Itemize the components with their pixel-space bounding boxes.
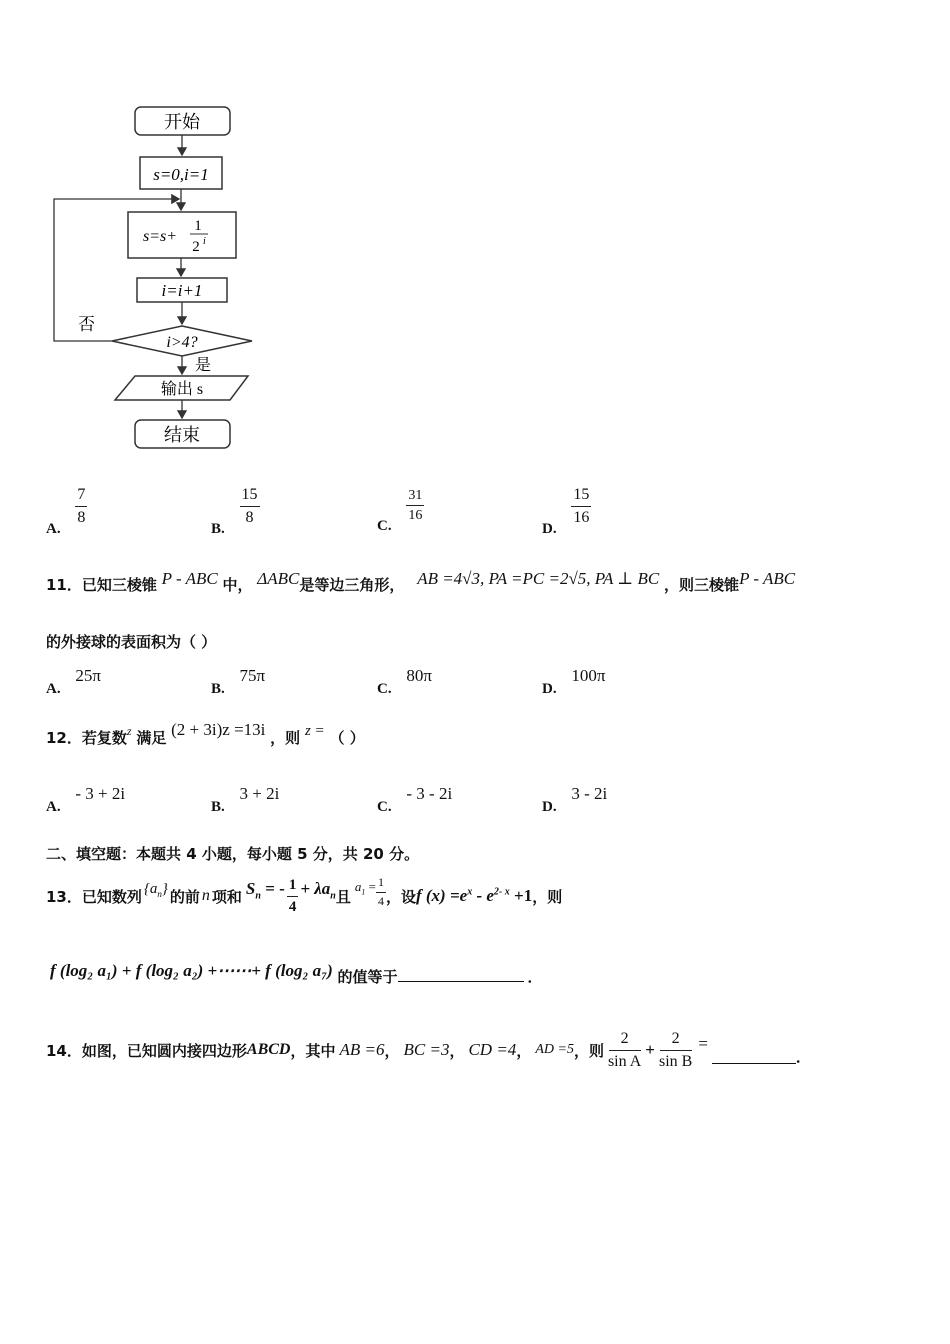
answer-blank[interactable] [398,967,524,982]
option-value: - 3 + 2i [75,784,126,803]
flowchart [40,100,270,460]
q12-option-a: A. - 3 + 2i [46,784,126,815]
q11-option-a: A. 25π [46,666,101,697]
math: P - ABC [739,569,796,588]
q11-option-d: D. 100π [542,666,606,697]
math: $S_n$ = - [245,878,285,902]
math-fraction: $\frac{2}{\text{sin A}}$ [607,1029,642,1070]
q10-option-a [46,486,87,537]
flow-output-text: 输出 s [160,381,204,398]
option-value: 3 + 2i [239,784,280,803]
option-label: D. [542,520,557,537]
option-label: A. [46,520,61,537]
q13-stem: 13． 已知数列 $\{a_n\}$ 的前 n 项和 $S_n$ = - $\frac{1}{4}$ + $\lambda a_n$ 且 $a_1$ = $\frac{1}{4}$ ，设 f $(x) =e^x - e^{2- x} +1$ ，则 [46,875,563,915]
math: $a_1$ = [354,879,376,897]
q11-stem-line2: 的外接球的表面积为（ ） [46,633,217,651]
math: CD =4 [468,1040,517,1059]
q11-option-c: C. 80π [377,666,432,697]
q12-option-b: B. 3 + 2i [211,784,280,815]
q13-line2: f (log₂ a₁) + f (log₂ a₂) +⋯⋯+ f (log₂ a₇) 的值等于 ． [50,961,543,986]
option-label: C. [377,518,392,535]
q10-option-d [542,486,591,537]
q12-option-d: D. 3 - 2i [542,784,608,815]
q14-stem: 14． 如图，已知圆内接四边形 ABCD ，其中 AB =6 ， BC =3 ， CD =4 ， AD =5 ，则 $\frac{2}{\text{sin A}}$ + $\frac{2}{\text{sin B}}$ = ． [46,1029,811,1070]
math: (2 + 3i)z =13i [171,720,266,739]
math: z = [304,723,325,739]
option-fraction: $\frac{15}{16}$ [573,486,590,526]
option-value: - 3 - 2i [406,784,453,803]
flow-update-s-den: 2 [192,239,200,255]
q11-stem: 11．已知三棱锥 P - ABC 中， ΔABC是等边三角形， AB =4√3, PA =PC =2√5, PA ⊥ BC ，则三棱锥P - ABC [46,569,796,594]
math-fraction: $\frac{1}{4}$ [377,875,384,908]
flow-condition-text: i>4? [166,334,198,351]
math: f (log₂ a₁) + f (log₂ a₂) +⋯⋯+ f (log₂ a₇) [50,961,333,980]
math: BC =3 [403,1040,450,1059]
math: AB =4√3, PA =PC =2√5, PA ⊥ BC [417,569,660,588]
flow-update-i-text: i=i+1 [161,281,203,300]
flow-update-s-num: 1 [194,218,202,234]
math: P - ABC [161,569,218,588]
q11-option-b: B. 75π [211,666,266,697]
flow-update-s-prefix: s=s+ [143,228,178,245]
flow-update-s-exp: i [203,236,206,247]
flow-no-label: 否 [78,315,95,334]
math: f $(x) =e^x - e^{2- x} +1$ [415,886,533,905]
flow-start-text: 开始 [164,112,200,132]
option-value: 100π [571,666,606,685]
option-value: 75π [239,666,266,685]
q12-option-c: C. - 3 - 2i [377,784,453,815]
option-value: 80π [406,666,432,685]
math: AB =6 [339,1040,385,1059]
option-fraction: $\frac{7}{8}$ [77,486,86,526]
option-fraction: $\frac{15}{8}$ [241,486,258,526]
option-value: 3 - 2i [571,784,608,803]
flow-yes-label: 是 [195,357,212,374]
math: ΔABC [257,569,300,588]
q12-stem: 12．若复数$^z$ 满足 (2 + 3i)z =13i ，则 z = （ ） [46,720,365,747]
q10-option-b [211,486,260,537]
math-fraction: $\frac{1}{4}$ [288,877,297,915]
math: $\{a_n\}$ [143,881,168,899]
math: z [126,724,132,738]
q10-option-c [377,488,424,535]
math-fraction: $\frac{2}{\text{sin B}}$ [658,1029,693,1070]
section-heading: 二、填空题：本题共 4 小题，每小题 5 分，共 20 分。 [46,845,420,863]
option-fraction: $\frac{31}{16}$ [408,488,423,524]
math: + $\lambda a_n$ [300,878,336,902]
answer-blank[interactable] [712,1049,796,1064]
flow-init-text: s=0,i=1 [153,165,209,184]
math: AD =5 [535,1042,574,1057]
option-label: B. [211,520,225,537]
option-value: 25π [75,666,101,685]
flow-end-text: 结束 [164,425,200,445]
